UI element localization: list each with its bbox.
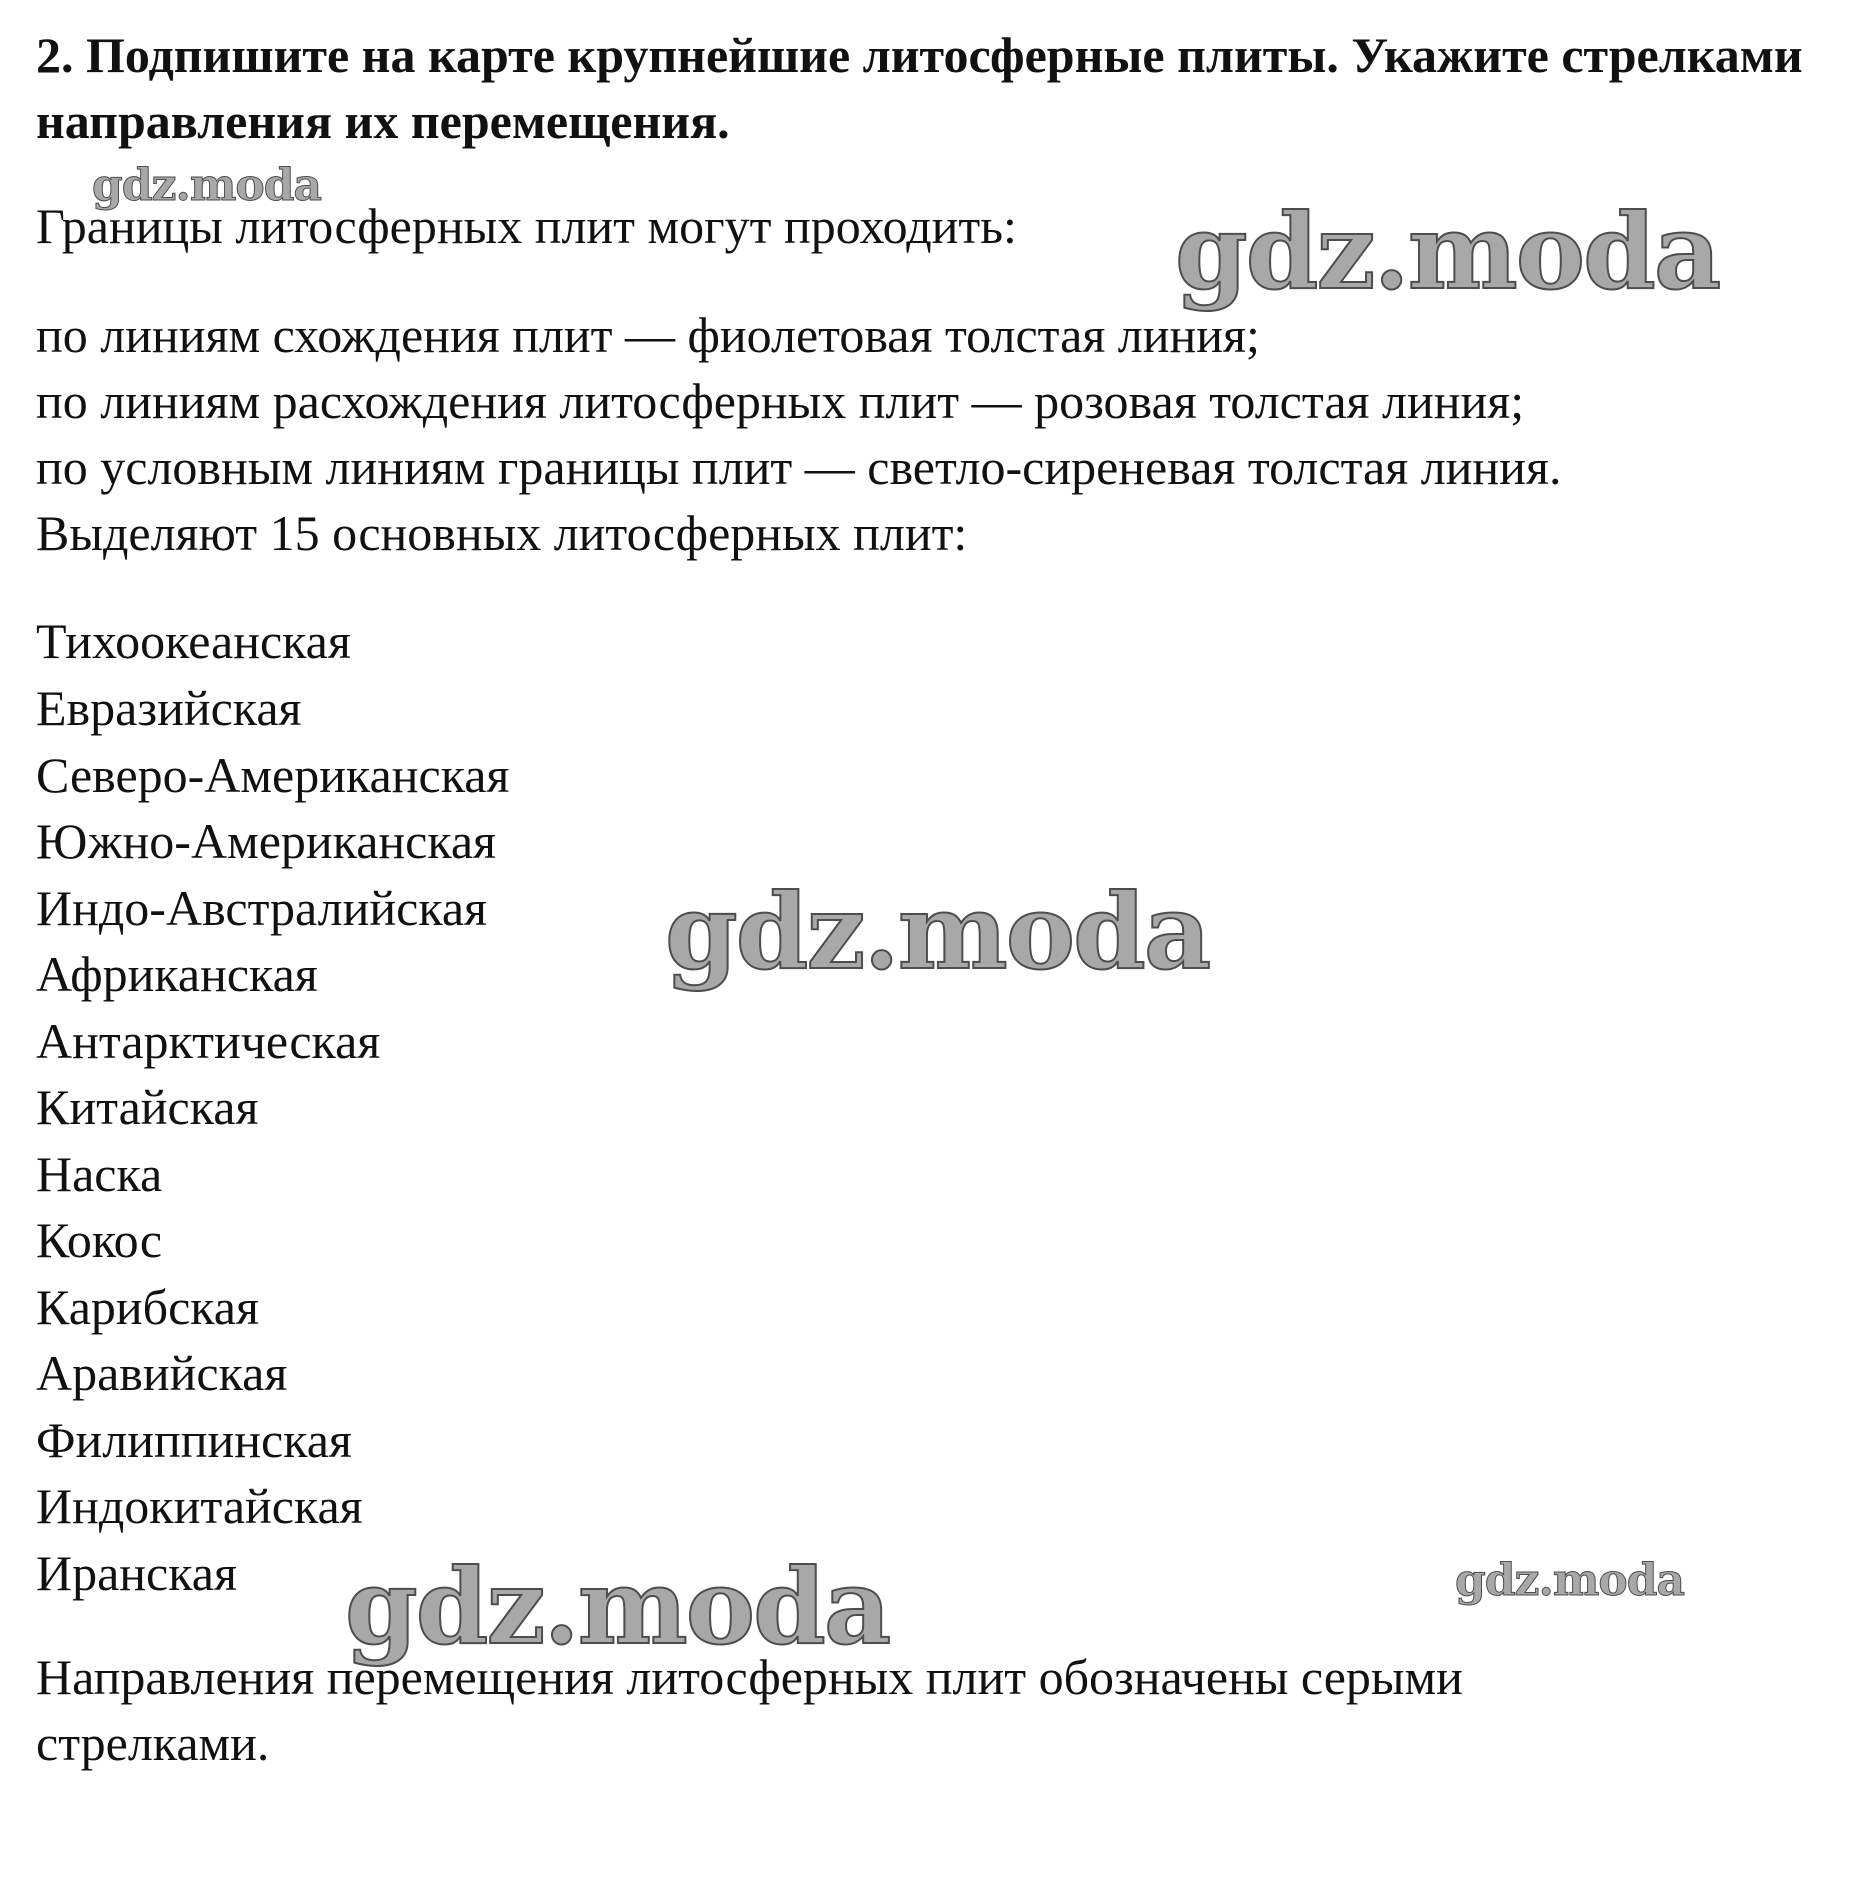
conclusion-line-2: стрелками. [36, 1715, 270, 1771]
watermark: gdz.moda [1175, 190, 1720, 313]
plate-item: Кокос [36, 1212, 163, 1268]
plate-item: Аравийская [36, 1345, 288, 1401]
plate-item: Индо-Австралийская [36, 880, 488, 936]
boundaries-intro: Границы литосферных плит могут проходить: [36, 198, 1017, 254]
plates-intro: Выделяют 15 основных литосферных плит: [36, 505, 968, 561]
plate-item: Наска [36, 1146, 163, 1202]
boundary-line-convergent: по линиям схождения плит — фиолетовая толстая линия; [36, 307, 1260, 363]
plate-item: Евразийская [36, 680, 302, 736]
plate-item: Иранская [36, 1545, 237, 1601]
plate-item: Филиппинская [36, 1412, 352, 1468]
plate-item: Африканская [36, 946, 318, 1002]
conclusion-line-1: Направления перемещения литосферных плит обозначены серыми [36, 1649, 1463, 1705]
boundary-line-conditional: по условным линиям границы плит — светло-сиреневая толстая линия. [36, 439, 1562, 495]
plate-item: Тихоокеанская [36, 613, 351, 669]
plate-item: Китайская [36, 1079, 259, 1135]
plate-item: Южно-Американская [36, 813, 497, 869]
watermark: gdz.moda [345, 1545, 890, 1668]
plate-item: Карибская [36, 1279, 259, 1335]
task-heading: 2. Подпишите на карте крупнейшие литосферные плиты. Укажите стрелками направления их перемещения. [36, 27, 1803, 149]
plate-item: Антарктическая [36, 1013, 381, 1069]
plate-item: Индокитайская [36, 1478, 363, 1534]
boundary-line-divergent: по линиям расхождения литосферных плит — розовая толстая линия; [36, 373, 1525, 429]
watermark: gdz.moda [665, 870, 1210, 993]
watermark: gdz.moda [92, 160, 322, 211]
plate-item: Северо-Американская [36, 747, 510, 803]
watermark: gdz.moda [1455, 1555, 1685, 1606]
